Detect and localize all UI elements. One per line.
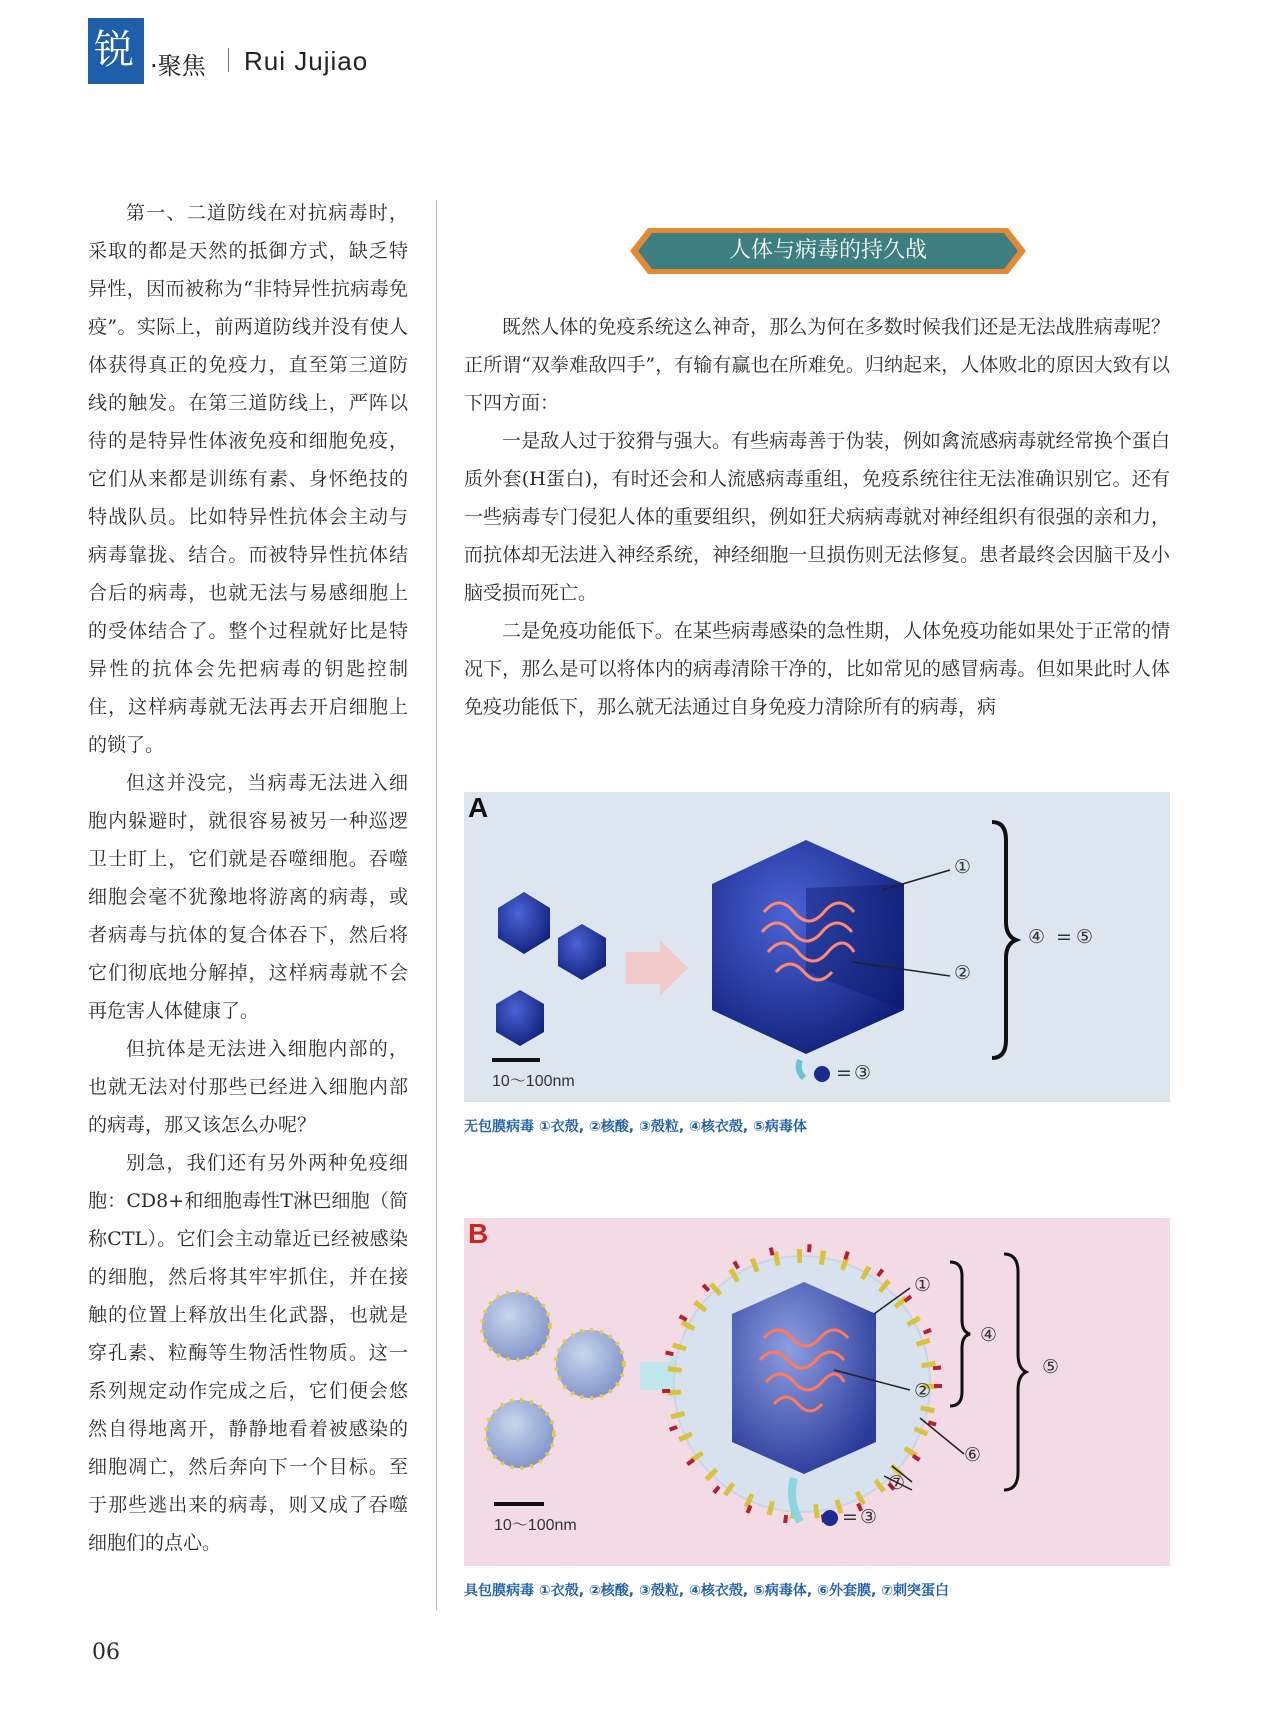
figure-a-caption: 无包膜病毒 ①衣殻, ②核酸, ③殻粒, ④核衣殻, ⑤病毒体 [464, 1119, 807, 1135]
left-paragraph: 别急，我们还有另外两种免疫细胞：CD8+和细胞毒性T淋巴细胞（简称CTL）。它们会主动靠近已经被感染的细胞，然后将其牢牢抓住，并在接触的位置上释放出生化武器，也就是穿孔素、粒酶等生物活性物质。这一系列规定动作完成之后，它们便会悠然自得地离开，静静地看着被感染的细胞凋亡，然后奔向下一个目标。至于那些逃出来的病毒，则又成了吞噬细胞们的点心。 [88, 1152, 408, 1554]
label-4: ④ [1028, 926, 1046, 948]
scale-label: 10～100nm [492, 1073, 575, 1090]
figure-b-letter: B [468, 1218, 489, 1249]
header-separator [228, 48, 229, 72]
label-1: ① [914, 1274, 932, 1296]
header-section-title: ·聚焦 [150, 52, 206, 80]
right-paragraph: 既然人体的免疫系统这么神奇，那么为何在多数时候我们还是无法战胜病毒呢？正所谓“双拳难敌四手”，有输有赢也在所难免。归纳起来，人体败北的原因大致有以下四方面： [464, 316, 1170, 414]
figure-b-caption: 具包膜病毒 ①衣殻, ②核酸, ③殻粒, ④核衣殻, ⑤病毒体, ⑥外套膜, ⑦刺突蛋白 [464, 1583, 950, 1599]
section-banner [628, 226, 1028, 276]
label-1: ① [954, 856, 972, 878]
label-7: ⑦ [888, 1472, 906, 1494]
equals-sign: = [836, 1062, 852, 1084]
figure-b-enveloped-virus [464, 1218, 1170, 1566]
header-mark: 锐 [94, 27, 134, 73]
label-3: ③ [854, 1062, 872, 1084]
left-paragraph: 但这并没完，当病毒无法进入细胞内躲避时，就很容易被另一种巡逻卫士盯上，它们就是吞噬细胞。吞噬细胞会毫不犹豫地将游离的病毒，或者病毒与抗体的复合体吞下，然后将它们彻底地分解掉，这样病毒就不会再危害人体健康了。 [88, 772, 408, 1022]
label-5: ⑤ [1076, 926, 1094, 948]
label-2: ② [954, 962, 972, 984]
scale-label: 10～100nm [494, 1517, 577, 1534]
page-number: 06 [92, 1640, 120, 1665]
right-column [464, 308, 1170, 726]
column-divider [436, 200, 437, 1610]
header-logo-block [88, 18, 144, 84]
equals-sign: = [1056, 926, 1072, 948]
header-english-title: Rui Jujiao [244, 46, 369, 76]
label-6: ⑥ [964, 1444, 982, 1466]
equals-sign: = [842, 1506, 858, 1528]
right-paragraph: 一是敌人过于狡猾与强大。有些病毒善于伪装，例如禽流感病毒就经常换个蛋白质外套(H蛋白)，有时还会和人流感病毒重组，免疫系统往往无法准确识别它。还有一些病毒专门侵犯人体的重要组织，例如狂犬病病毒就对神经组织有很强的亲和力，而抗体却无法进入神经系统，神经细胞一旦损伤则无法修复。患者最终会因脑干及小脑受损而死亡。 [464, 430, 1170, 604]
section-title: 人体与病毒的持久战 [728, 238, 927, 263]
left-paragraph: 第一、二道防线在对抗病毒时，采取的都是天然的抵御方式，缺乏特异性，因而被称为“非特异性抗病毒免疫”。实际上，前两道防线并没有使人体获得真正的免疫力，直至第三道防线的触发。在第三道防线上，严阵以待的是特异性体液免疫和细胞免疫，它们从来都是训练有素、身怀绝技的特战队员。比如特异性抗体会主动与病毒靠拢、结合。而被特异性抗体结合后的病毒，也就无法与易感细胞上的受体结合了。整个过程就好比是特异性的抗体会先把病毒的钥匙控制住，这样病毒就无法再去开启细胞上的锁了。 [88, 202, 408, 756]
left-column [88, 194, 408, 1562]
label-4: ④ [980, 1324, 998, 1346]
label-2: ② [914, 1380, 932, 1402]
figure-a-nonenveloped-virus [464, 792, 1170, 1102]
figure-a-letter: A [468, 792, 489, 823]
label-5: ⑤ [1042, 1356, 1060, 1378]
right-paragraph: 二是免疫功能低下。在某些病毒感染的急性期，人体免疫功能如果处于正常的情况下，那么是可以将体内的病毒清除干净的，比如常见的感冒病毒。但如果此时人体免疫功能低下，那么就无法通过自身免疫力清除所有的病毒，病 [464, 620, 1170, 718]
label-3: ③ [860, 1506, 878, 1528]
left-paragraph: 但抗体是无法进入细胞内部的，也就无法对付那些已经进入细胞内部的病毒，那又该怎么办呢？ [88, 1038, 408, 1136]
